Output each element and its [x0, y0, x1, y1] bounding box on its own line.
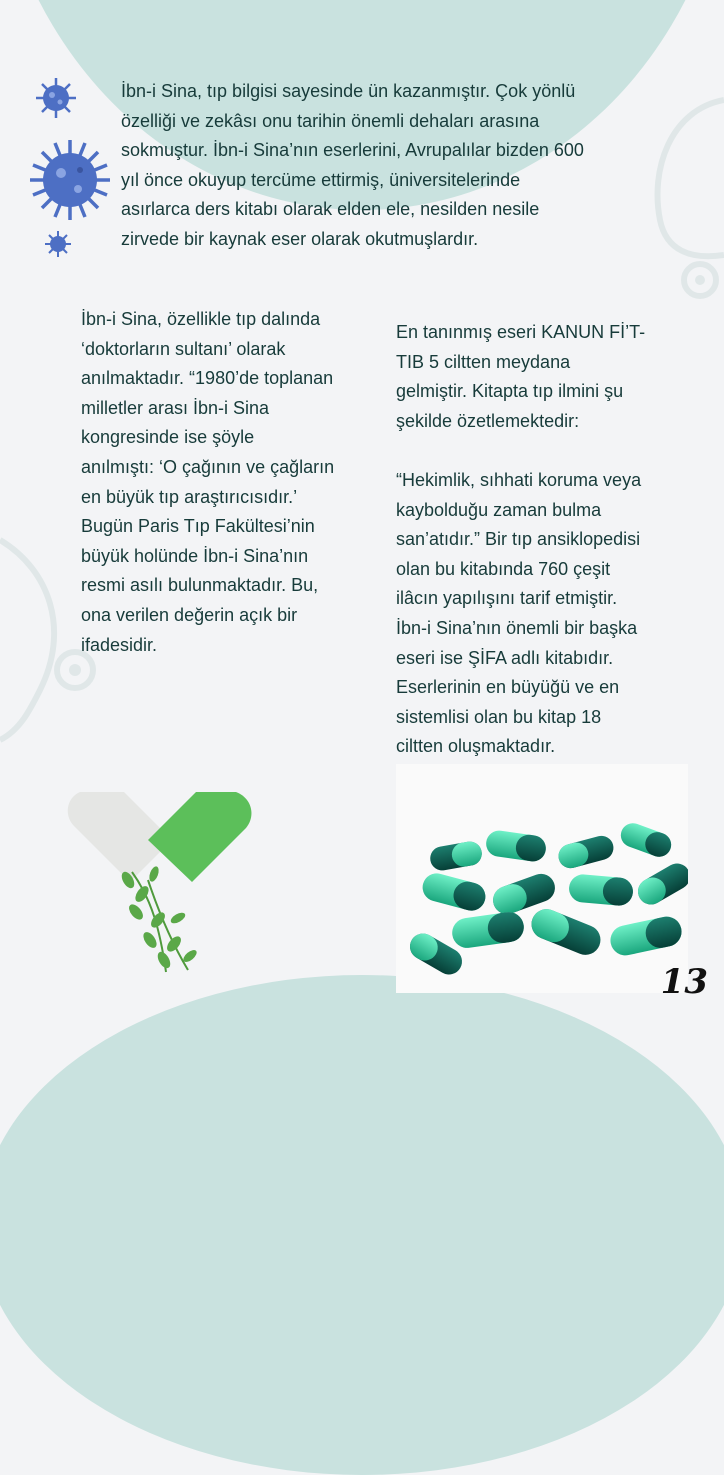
leaf-branch-icon	[118, 860, 210, 978]
virus-icon	[44, 230, 72, 258]
virus-icon	[28, 138, 112, 222]
capsules-photo	[396, 764, 688, 993]
bottom-background-blob	[0, 975, 724, 1475]
left-column-paragraph: İbn-i Sina, özellikle tıp dalında ‘doktorların sultanı’ olarak anılmaktadır. “1980’de toplanan milletler arası İbn-i Sina kongresinde ise şöyle anılmıştı: ‘O çağının ve çağların en büyük tıp araştırıcısıdır.’ Bugün Paris Tıp Fakültesi’nin büyük holünde İbn-i Sina’nın resmi asılı bulunmaktadır. Bu, ona verilen değerin açık bir ifadesidir.	[81, 309, 335, 655]
virus-icon	[34, 76, 78, 120]
right-column-paragraph: En tanınmış eseri KANUN Fİ’T- TIB 5 ciltten meydana gelmiştir. Kitapta tıp ilmini şu şekilde özetlemektedir: “Hekimlik, sıhhati koruma veya kaybolduğu zaman bulma san’atıdır.” Bir tıp ansiklopedisi olan bu kitabında 760 çeşit ilâcın yapılışını tarif etmiştir. İbn-i Sina’nın önemli bir başka eseri ise ŞİFA adlı kitabıdır. Eserlerinin en büyüğü ve en sistemlisi olan bu kitap 18 ciltten oluşmaktadır.	[396, 322, 646, 757]
intro-paragraph: İbn-i Sina, tıp bilgisi sayesinde ün kazanmıştır. Çok yönlü özelliği ve zekâsı onu tarihin önemli dehaları arasına sokmuştur. İbn-i Sina’nın eserlerini, Avrupalılar bizden 600 yıl önce okuyup tercüme ettirmiş, üniversitelerinde asırlarca ders kitabı olarak elden ele, nesilden nesile zirvede bir kaynak eser olarak okutmuşlardır.	[121, 81, 584, 249]
page-number: 13	[660, 962, 708, 1002]
